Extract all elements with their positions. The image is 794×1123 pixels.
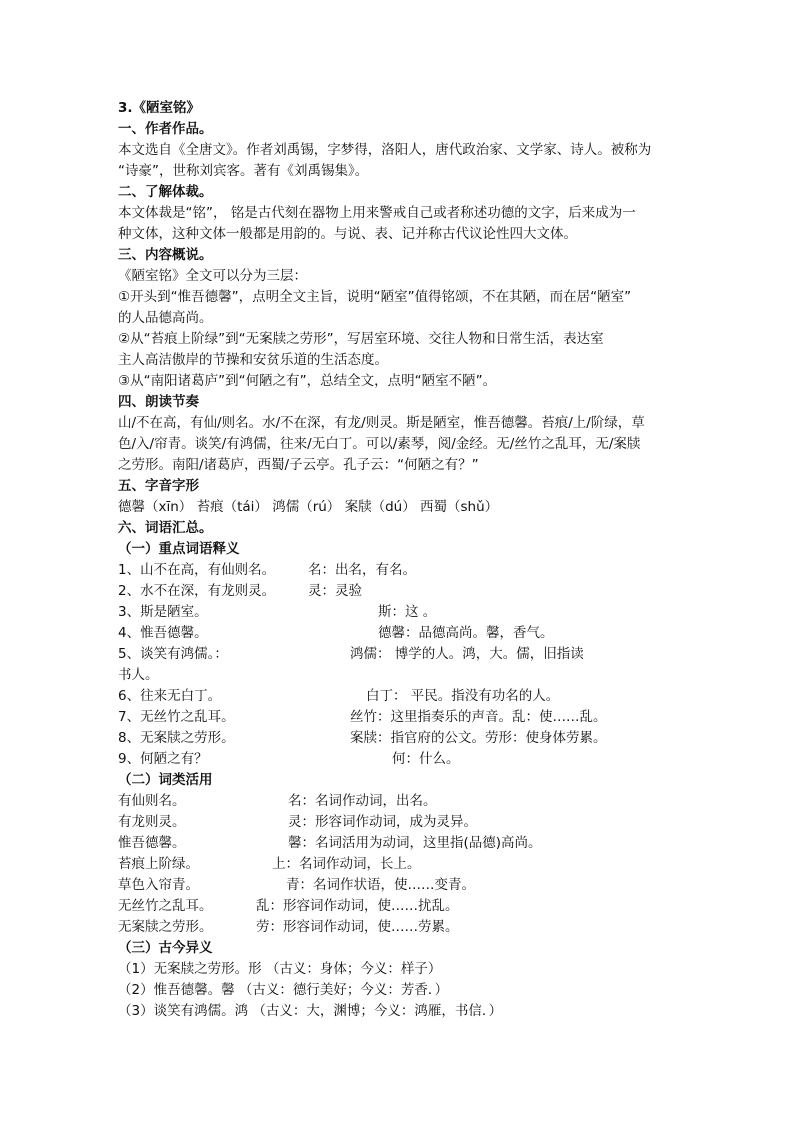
vocab-phrase: 3、斯是陋室。: [118, 604, 208, 620]
vocab-row: [118, 728, 607, 749]
vocab-row: [118, 602, 437, 623]
subsection-heading-word-usage: （二）词类活用: [118, 772, 213, 788]
section-heading-vocab: 六、词语汇总。: [118, 520, 213, 536]
usage-phrase: 有龙则灵。: [118, 814, 186, 830]
vocab-row: [118, 560, 416, 581]
ancient-modern-line: （1）无案牍之劳形。形 （古义：身体；今义：样子）: [118, 961, 442, 977]
vocab-phrase: 9、何陋之有？: [118, 751, 208, 767]
vocab-phrase: 2、水不在深，有龙则灵。: [118, 583, 276, 599]
vocab-meaning: 德馨：品德高尚。馨，香气。: [378, 625, 554, 641]
vocab-meaning: 名：出名，有名。: [308, 562, 416, 578]
paragraph-line: 之劳形。南阳/诸葛庐，西蜀/子云亭。孔子云：“何陋之有？”: [118, 457, 479, 473]
vocab-phrase: 8、无案牍之劳形。: [118, 730, 235, 746]
usage-phrase: 无丝竹之乱耳。: [118, 898, 213, 914]
paragraph-line: 山/不在高，有仙/则名。水/不在深，有龙/则灵。斯是陋室，惟吾德馨。苔痕/上/阶绿，草: [118, 415, 645, 431]
usage-phrase: 草色入帘青。: [118, 877, 199, 893]
usage-phrase: 惟吾德馨。: [118, 835, 186, 851]
usage-explanation: 名：名词作动词，出名。: [288, 793, 437, 809]
ancient-modern-line: （2）惟吾德馨。馨 （古义：德行美好；今义：芳香．）: [118, 982, 449, 998]
vocab-meaning: 灵：灵验: [308, 583, 362, 599]
vocab-row: [118, 581, 362, 602]
usage-row: [118, 875, 475, 896]
subsection-heading-ancient-modern: （三）古今异义: [118, 940, 213, 956]
usage-explanation: 青：名词作状语，使……变青。: [286, 877, 475, 893]
paragraph-line: ③从“南阳诸葛庐”到“何陋之有”，总结全文，点明“陋室不陋”。: [118, 373, 497, 389]
paragraph-line: 本文体裁是“铭”， 铭是古代刻在器物上用来警戒自己或者称述功德的文字，后来成为一: [118, 205, 636, 221]
vocab-phrase: 1、山不在高，有仙则名。: [118, 562, 276, 578]
usage-explanation: 乱：形容词作动词，使……扰乱。: [256, 898, 459, 914]
paragraph-line: 的人品德高尚。: [118, 310, 213, 326]
vocab-phrase: 书人。: [118, 667, 159, 683]
vocab-row: [118, 623, 554, 644]
usage-explanation: 馨：名词活用为动词，这里指(品德)高尚。: [288, 835, 542, 851]
paragraph-line: 主人高洁傲岸的节操和安贫乐道的生活态度。: [118, 352, 388, 368]
vocab-row: [118, 707, 607, 728]
vocab-phrase: 5、谈笑有鸿儒。：: [118, 646, 228, 662]
vocab-phrase: 7、无丝竹之乱耳。: [118, 709, 235, 725]
document-title: 3.《陋室铭》: [118, 100, 201, 116]
usage-explanation: 灵：形容词作动词，成为灵异。: [288, 814, 477, 830]
usage-phrase: 无案牍之劳形。: [118, 919, 213, 935]
section-heading-pronunciation: 五、字音字形: [118, 478, 199, 494]
section-heading-summary: 三、内容概说。: [118, 247, 213, 263]
vocab-meaning: 何：什么。: [392, 751, 460, 767]
usage-phrase: 苔痕上阶绿。: [118, 856, 199, 872]
vocab-meaning: 案牍：指官府的公文。劳形：使身体劳累。: [350, 730, 607, 746]
vocab-meaning: 斯：这 。: [378, 604, 437, 620]
subsection-heading-key-words: （一）重点词语释义: [118, 541, 240, 557]
usage-row: [118, 917, 459, 938]
paragraph-line: 种文体，这种文体一般都是用韵的。与说、表、记并称古代议论性四大文体。: [118, 226, 577, 242]
vocab-row: [118, 686, 560, 707]
usage-row: [118, 896, 459, 917]
section-heading-rhythm: 四、朗读节奏: [118, 394, 199, 410]
vocab-meaning: 白丁： 平民。指没有功名的人。: [366, 688, 560, 704]
vocab-meaning: 鸿儒： 博学的人。鸿，大。儒，旧指读: [350, 646, 584, 662]
vocab-row: [118, 644, 584, 665]
vocab-phrase: 6、往来无白丁。: [118, 688, 222, 704]
section-heading-genre: 二、了解体裁。: [118, 184, 213, 200]
section-heading-author: 一、作者作品。: [118, 121, 213, 137]
paragraph-line: ①开头到“惟吾德馨”，点明全文主旨，说明“陋室”值得铭颂，不在其陋，而在居“陋室”: [118, 289, 632, 305]
usage-row: [118, 791, 437, 812]
vocab-row: [118, 665, 159, 686]
vocab-phrase: 4、惟吾德馨。: [118, 625, 208, 641]
paragraph-line: ②从“苔痕上阶绿”到“无案牍之劳形”，写居室环境、交往人物和日常生活，表达室: [118, 331, 604, 347]
vocab-row: [118, 749, 460, 770]
usage-phrase: 有仙则名。: [118, 793, 186, 809]
pronunciation-line: 德馨（xīn） 苔痕（tái） 鸿儒（rú） 案牍（dú） 西蜀（shǔ）: [118, 499, 499, 515]
ancient-modern-line: （3）谈笑有鸿儒。鸿 （古义：大，渊博；今义：鸿雁，书信．）: [118, 1003, 503, 1019]
usage-row: [118, 812, 477, 833]
paragraph-line: “诗豪”，世称刘宾客。著有《刘禹锡集》。: [118, 163, 369, 179]
paragraph-line: 《陋室铭》全文可以分为三层：: [118, 268, 307, 284]
usage-explanation: 劳：形容词作动词，使……劳累。: [256, 919, 459, 935]
usage-row: [118, 833, 542, 854]
vocab-meaning: 丝竹：这里指奏乐的声音。乱：使……乱。: [350, 709, 607, 725]
usage-row: [118, 854, 421, 875]
paragraph-line: 色/入/帘青。谈笑/有鸿儒，往来/无白丁。可以/素琴，阅/金经。无/丝竹之乱耳，无/案牍: [118, 436, 641, 452]
usage-explanation: 上：名词作动词，长上。: [272, 856, 421, 872]
paragraph-line: 本文选自《全唐文》。作者刘禹锡，字梦得，洛阳人，唐代政治家、文学家、诗人。被称为: [118, 142, 652, 158]
